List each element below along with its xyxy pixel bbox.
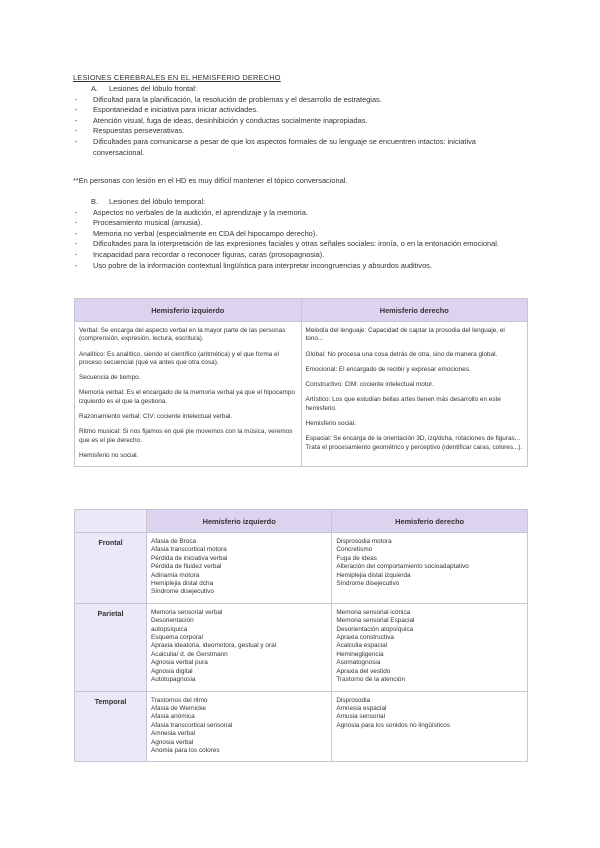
- table-row: [75, 322, 528, 467]
- cell-paragraph: Emocional: El encargado de recibir y expresar emociones.: [305, 365, 471, 373]
- cell-line: Apraxia constructiva: [336, 634, 394, 642]
- cell-paragraph: Ritmo musical: Si nos fijamos en qué pie movemos con la música, veremos que es el pie derecho.: [79, 428, 293, 444]
- cell-line: Agnosia verbal: [151, 738, 194, 746]
- cell-paragraph: Verbal: Se encarga del aspecto verbal en la mayor parte de las personas (comprensión, expresión, lectura, escritura).: [79, 327, 286, 343]
- cell-line: Hemiplejia distal izquierda: [336, 571, 411, 579]
- row-label-frontal: Frontal: [75, 533, 147, 604]
- cell-line: Acalculia/ d. de Gerstmann: [151, 650, 228, 658]
- cell-paragraph: Hemisferio social.: [305, 420, 356, 428]
- cell-line: Disprosodia motora: [336, 538, 392, 545]
- document-title: LESIONES CEREBRALES EN EL HEMISFERIO DERECHO: [73, 73, 281, 82]
- column-header-right: Hemisferio derecho: [332, 510, 528, 533]
- right-hemisphere-cell: [332, 691, 528, 762]
- cell-line: Fuga de ideas: [336, 554, 377, 562]
- cell-line: Pérdida de fluidez verbal: [151, 563, 222, 571]
- list-item: - Atención visual, fuga de ideas, desinhibición y conductas socialmente inapropiadas.: [73, 116, 528, 127]
- cell-line: Afasia de Broca: [151, 538, 197, 545]
- list-item: - Dificultades para la interpretación de las expresiones faciales y otras señales sociales: ironía, o en la entonación emocional.: [73, 239, 528, 250]
- cell-line: Heminegligencia: [336, 650, 384, 658]
- cell-paragraph: Artístico: Los que estudian bellas artes tienen más desarrollo en este hemisferio.: [305, 396, 501, 412]
- left-hemisphere-cell: [147, 691, 332, 762]
- cell-line: Hemiplejia distal dcha: [151, 580, 214, 588]
- section-a-marker: A.: [91, 84, 98, 93]
- column-header-left: Hemisferio izquierdo: [147, 510, 332, 533]
- cell-paragraph: Hemisferio no social.: [79, 451, 139, 459]
- cell-line: Afasia transcortical motora: [151, 546, 227, 554]
- cell-line: Disprosodia: [336, 696, 371, 704]
- section-a-heading-text: Lesiones del lóbulo frontal:: [109, 84, 197, 93]
- cell-paragraph: Global: No procesa una cosa detrás de otra, sino de manera global.: [305, 350, 498, 358]
- corner-header: [75, 510, 147, 533]
- table-row: [75, 691, 528, 762]
- section-b-heading: [73, 197, 528, 208]
- left-hemisphere-cell: [147, 533, 332, 604]
- section-b-heading-text: Lesiones del lóbulo temporal:: [109, 197, 206, 206]
- list-item: - Dificultad para la planificación, la resolución de problemas y el desarrollo de estrategias.: [73, 95, 528, 106]
- right-hemisphere-cell: [301, 322, 528, 467]
- cell-line: Afasia anómica: [151, 713, 195, 721]
- cell-paragraph: Razonamiento verbal: CIV: cociente intelectual verbal.: [79, 413, 233, 421]
- row-label-parietal: Parietal: [75, 603, 147, 691]
- cell-line: Memoria sensorial verbal: [151, 608, 223, 616]
- lesions-by-lobe-table: [74, 509, 528, 762]
- conversation-note: **En personas con lesión en el HD es muy difícil mantener el tópico conversacional.: [73, 176, 348, 185]
- cell-line: Afasia transcortical sensorial: [151, 721, 233, 729]
- cell-line: Autotopagnosia: [151, 676, 196, 684]
- cell-line: Desorientación: [151, 617, 194, 625]
- cell-paragraph: Constructivo: CIM: cociente intelectual motor.: [305, 381, 434, 389]
- cell-paragraph: Memoria verbal: Es el encargado de la memoria verbal ya que el hipocampo izquierdo es el que la gestiona.: [79, 389, 295, 405]
- cell-line: Agnosia verbal pura: [151, 659, 208, 667]
- cell-line: Amnesia espacial: [336, 704, 387, 712]
- section-a-heading: [73, 84, 528, 95]
- cell-line: autopsíquica: [151, 625, 188, 633]
- list-item: - Memoria no verbal (especialmente en CDA del hipocampo derecho).: [73, 229, 528, 240]
- list-item: - Incapacidad para recordar o reconocer figuras, caras (prosopagnosia).: [73, 250, 528, 261]
- column-header-right: Hemisferio derecho: [301, 299, 528, 322]
- cell-paragraph: Espacial: Se encarga de la orientación 3D, izq/dcha, rotaciones de figuras... Trata el procesamiento geométrico y perceptivo (identificar caras, colores...).: [305, 435, 523, 451]
- cell-line: Trastornos del ritmo: [151, 696, 208, 704]
- section-b: [73, 197, 528, 271]
- cell-paragraph: Melodía del lenguaje: Capacidad de captar la prosodia del lenguaje, el tono...: [305, 327, 505, 343]
- list-item: - Espontaneidad e iniciativa para iniciar actividades.: [73, 105, 528, 116]
- cell-line: Amnesia verbal: [151, 730, 196, 738]
- cell-line: Memoria sensorial Espacial: [336, 617, 415, 625]
- cell-line: Agnosia digital: [151, 667, 193, 675]
- cell-line: Anomia para los colores: [151, 746, 220, 754]
- cell-paragraph: Analítico: Es analítico, siendo el científico (aritmética) y el que forma el proceso secuencial (qué va antes que otra cosa).: [79, 350, 279, 366]
- section-a: [73, 84, 528, 158]
- section-a-list: [73, 95, 528, 159]
- left-hemisphere-cell: [75, 322, 302, 467]
- list-item: - Respuestas perseverativas.: [73, 126, 528, 137]
- cell-line: Trastorno de la atención: [336, 676, 406, 684]
- table-row: [75, 533, 528, 604]
- section-b-list: [73, 208, 528, 272]
- cell-line: Síndrome disejecutivo: [151, 588, 214, 596]
- cell-line: Agnosia para los sonidos no lingüísticos: [336, 721, 451, 729]
- cell-line: Memoria sensorial icónica: [336, 608, 411, 616]
- cell-line: Apraxia ideatoria, ideomotora, gestual y oral: [151, 642, 277, 650]
- list-item: - Procesamiento musical (amusia).: [73, 218, 528, 229]
- cell-line: Apraxia del vestido: [336, 667, 391, 675]
- cell-line: Amusia sensorial: [336, 713, 385, 721]
- cell-line: Pérdida de iniciativa verbal: [151, 554, 228, 562]
- column-header-left: Hemisferio izquierdo: [75, 299, 302, 322]
- cell-line: Concretismo: [336, 546, 373, 554]
- list-item: - Aspectos no verbales de la audición, el aprendizaje y la memoria.: [73, 208, 528, 219]
- hemispheres-comparison-table: [74, 298, 528, 467]
- cell-line: Asomatognosia: [336, 659, 381, 667]
- section-b-marker: B.: [91, 197, 98, 206]
- right-hemisphere-cell: [332, 603, 528, 691]
- right-hemisphere-cell: [332, 533, 528, 604]
- cell-line: Alteración del comportamiento socioadaptativo: [336, 563, 469, 571]
- cell-line: Esquema corporal: [151, 634, 203, 642]
- cell-line: Adinamia motora: [151, 571, 200, 579]
- cell-line: Síndrome disejecutivo: [336, 580, 400, 588]
- cell-line: Afasia de Wernicke: [151, 704, 206, 712]
- cell-line: Acalculia espacial: [336, 642, 388, 650]
- row-label-temporal: Temporal: [75, 691, 147, 762]
- table-header-row: [75, 299, 528, 322]
- cell-paragraph: Secuencia de tiempo.: [79, 374, 141, 382]
- table-header-row: [75, 510, 528, 533]
- list-item: - Dificultades para comunicarse a pesar de que los aspectos formales de su lenguaje se encuentren intactos: iniciativa conversacional.: [73, 137, 528, 158]
- table-row: [75, 603, 528, 691]
- left-hemisphere-cell: [147, 603, 332, 691]
- list-item: - Uso pobre de la información contextual lingüística para interpretar incongruencias y absurdos auditivos.: [73, 261, 528, 272]
- cell-line: Desorientación alopsíquica: [336, 625, 414, 633]
